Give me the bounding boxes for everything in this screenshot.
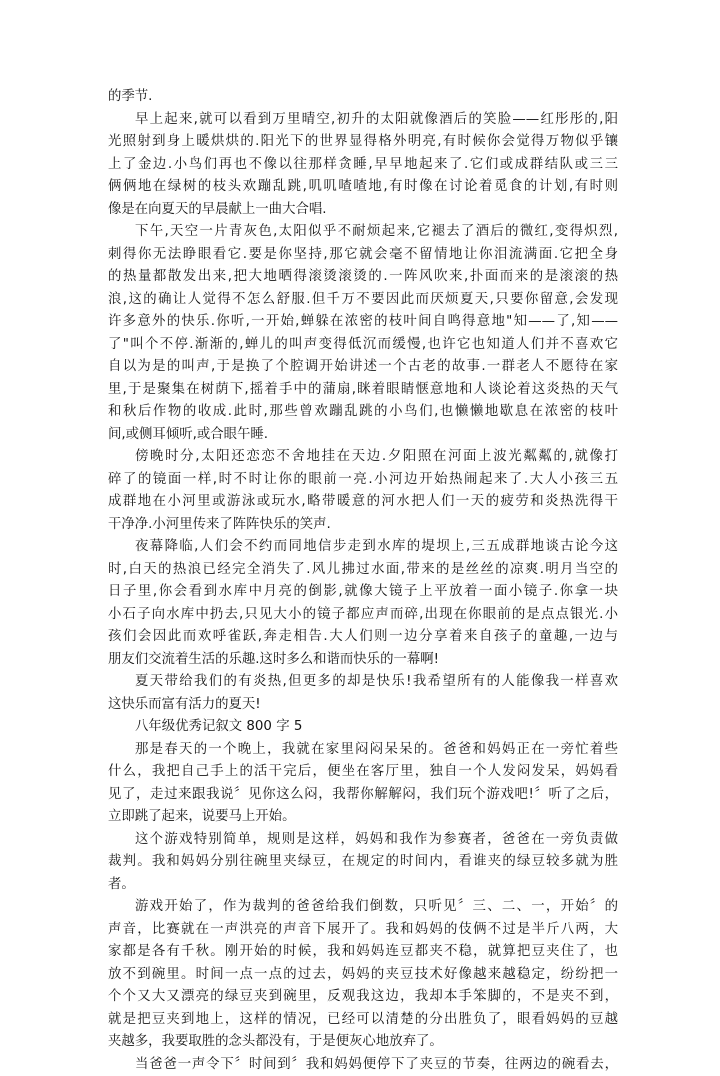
- text-line: 成群地在小河里或游泳或玩水,略带暖意的河水把人们一天的疲劳和炎热洗得干: [108, 491, 618, 514]
- text-line: 上了金边.小鸟们再也不像以往那样贪睡,早早地起来了.它们或成群结队或三三: [108, 154, 618, 177]
- text-line: 干净净.小河里传来了阵阵快乐的笑声.: [108, 514, 618, 537]
- text-line: 小石子向水库中扔去,只见大小的镜子都应声而碎,出现在你眼前的是点点银光.小: [108, 604, 618, 627]
- text-line: 的热量都散发出来,把大地晒得滚烫滚烫的.一阵风吹来,扑面而来的是滚滚的热: [108, 266, 618, 289]
- text-line: 许多意外的快乐.你听,一开始,蝉躲在浓密的枝叶间自鸣得意地"知——了,知——: [108, 311, 618, 334]
- text-line: 就是把豆夹到地上，这样的情况，已经可以清楚的分出胜负了，眼看妈妈的豆越: [108, 1009, 618, 1032]
- text-line: 游戏开始了，作为裁判的爸爸给我们倒数，只听见〞三、二、一，开始〞的: [108, 896, 618, 919]
- text-line: 浪,这的确让人觉得不怎么舒服.但千万不要因此而厌烦夏天,只要你留意,会发现: [108, 289, 618, 312]
- text-line: 见了，走过来跟我说〞见你这么闷，我帮你解解闷，我们玩个游戏吧!〞听了之后，: [108, 784, 618, 807]
- text-line: 那是春天的一个晚上，我就在家里闷闷呆呆的。爸爸和妈妈正在一旁忙着些: [108, 739, 618, 762]
- text-line: 了"叫个不停.渐渐的,蝉儿的叫声变得低沉而缓慢,也许它也知道人们并不喜欢它: [108, 334, 618, 357]
- text-line: 俩俩地在绿树的枝头欢蹦乱跳,叽叽喳喳地,有时像在讨论着觅食的计划,有时则: [108, 176, 618, 199]
- text-line: 里,于是聚集在树荫下,摇着手中的蒲扇,眯着眼睛惬意地和人谈论着这炎热的天气: [108, 379, 618, 402]
- text-line: 家都是各有千秋。刚开始的时候，我和妈妈连豆都夹不稳，就算把豆夹住了，也: [108, 941, 618, 964]
- text-line: 夜幕降临,人们会不约而同地信步走到水库的堤坝上,三五成群地谈古论今这: [108, 536, 618, 559]
- text-line: 光照射到身上暖烘烘的.阳光下的世界显得格外明亮,有时候你会觉得万物似乎镶: [108, 131, 618, 154]
- text-line: 立即跳了起来，说要马上开始。: [108, 806, 618, 829]
- text-line: 下午,天空一片青灰色,太阳似乎不耐烦起来,它褪去了酒后的微红,变得炽烈,: [108, 221, 618, 244]
- text-line: 碎了的镜面一样,时不时让你的眼前一亮.小河边开始热闹起来了.大人小孩三五: [108, 469, 618, 492]
- text-line: 的季节.: [108, 86, 618, 109]
- text-line: 时,白天的热浪已经完全消失了.风儿拂过水面,带来的是丝丝的凉爽.明月当空的: [108, 559, 618, 582]
- text-line: 孩们会因此而欢呼雀跃,奔走相告.大人们则一边分享着来自孩子的童趣,一边与: [108, 626, 618, 649]
- text-line: 像是在向夏天的早晨献上一曲大合唱.: [108, 199, 618, 222]
- text-line: 自以为是的叫声,于是换了个腔调开始讲述一个古老的故事.一群老人不愿待在家: [108, 356, 618, 379]
- text-line: 傍晚时分,太阳还恋恋不舍地挂在天边.夕阳照在河面上波光粼粼的,就像打: [108, 446, 618, 469]
- text-line: 声音，比赛就在一声洪亮的声音下展开了。我和妈妈的伎俩不过是半斤八两，大: [108, 919, 618, 942]
- text-line: 早上起来,就可以看到万里晴空,初升的太阳就像酒后的笑脸——红彤彤的,阳: [108, 109, 618, 132]
- text-line: 八年级优秀记叙文 800 字 5: [108, 716, 618, 739]
- text-line: 什么，我把自己手上的活干完后，便坐在客厅里，独自一个人发闷发呆，妈妈看: [108, 761, 618, 784]
- text-line: 裁判。我和妈妈分别往碗里夹绿豆，在规定的时间内，看谁夹的绿豆较多就为胜: [108, 851, 618, 874]
- text-line: 朋友们交流着生活的乐趣.这时多么和谐而快乐的一幕啊!: [108, 649, 618, 672]
- text-line: 刺得你无法睁眼看它.要是你坚持,那它就会毫不留情地让你泪流满面.它把全身: [108, 244, 618, 267]
- text-line: 夏天带给我们的有炎热,但更多的却是快乐!我希望所有的人能像我一样喜欢: [108, 671, 618, 694]
- text-line: 者。: [108, 874, 618, 897]
- document-page: [108, 86, 618, 1076]
- text-line: 个个又大又漂亮的绿豆夹到碗里，反观我这边，我却本手笨脚的，不是夹不到，: [108, 986, 618, 1009]
- text-line: 这快乐而富有活力的夏天!: [108, 694, 618, 717]
- text-line: 和秋后作物的收成.此时,那些曾欢蹦乱跳的小鸟们,也懒懒地歇息在浓密的枝叶: [108, 401, 618, 424]
- text-line: 当爸爸一声令下〞时间到〞我和妈妈便停下了夹豆的节奏，往两边的碗看去，: [108, 1054, 618, 1076]
- text-line: 这个游戏特别简单，规则是这样，妈妈和我作为参赛者，爸爸在一旁负责做: [108, 829, 618, 852]
- text-line: 日子里,你会看到水库中月亮的倒影,就像大镜子上平放着一面小镜子.你拿一块: [108, 581, 618, 604]
- text-line: 夹越多，我要取胜的念头都没有，于是便灰心地放弃了。: [108, 1031, 618, 1054]
- text-line: 间,或侧耳倾听,或合眼午睡.: [108, 424, 618, 447]
- text-line: 放不到碗里。时间一点一点的过去，妈妈的夹豆技术好像越来越稳定，纷纷把一: [108, 964, 618, 987]
